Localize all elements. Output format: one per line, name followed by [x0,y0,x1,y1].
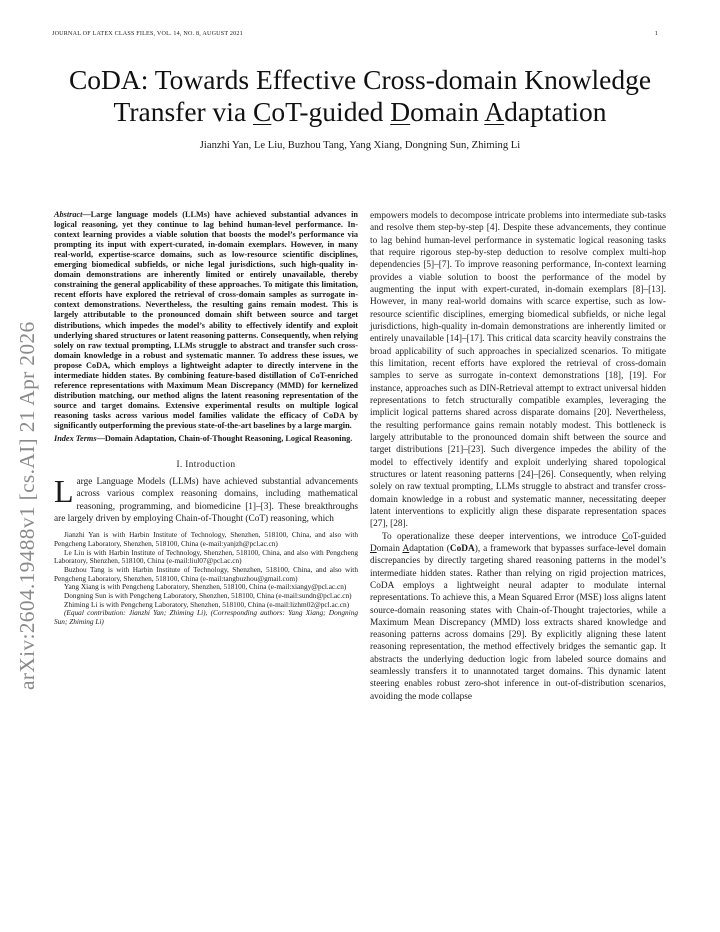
author-list: Jianzhi Yan, Le Liu, Buzhou Tang, Yang Xiang, Dongning Sun, Zhiming Li [199,140,521,151]
footnote: Le Liu is with Harbin Institute of Technology, Shenzhen, 518100, China, and also with Pengcheng Laboratory, Shenzhen, 518100, China (e-mail:liul07@pcl.ac.cn) [54,547,358,566]
body-paragraph-2: To operationalize these deeper interventions, we introduce CoT-guided Domain Adaptation (CoDA), a framework that bypasses surface-level domain discrepancies by directly targeting shared reasoning patterns in the model’s intermediate hidden states. Rather than relying on rigid projection matrices, CoDA employs a lightweight neural adapter to modulate internal representations. To achieve this, a Mean Squared Error (MSE) loss aligns latent source-domain reasoning states with Chain-of-Thought trajectories, while a Maximum Mean Discrepancy (MMD) loss extracts shared knowledge and reasoning patterns across domains [29]. By explicitly aligning these latent reasoning representation, the method effectively bridges the semantic gap. It abstracts the underlying deduction logic from labeled source domains and seamlessly transfers it to unannotated target domains. This dynamic latent steering enables robust zero-shot inference in out-of-distribution scenarios, avoiding the mode collapse [370,531,667,702]
arxiv-stamp: arXiv:2604.19488v1 [cs.AI] 21 Apr 2026 [15,321,39,690]
footnote: Jianzhi Yan is with Harbin Institute of Technology, Shenzhen, 518100, China, and also with Pengcheng Laboratory, Shenzhen, 518100, China (e-mail:yanjzh@pcl.ac.cn) [54,530,358,549]
section-heading-introduction: I. Introduction [176,459,236,470]
index-terms-text: —Domain Adaptation, Chain-of-Thought Reasoning, Logical Reasoning. [96,434,353,444]
body-paragraph-1: empowers models to decompose intricate problems into intermediate sub-tasks and resolve them step-by-step [4]. Despite these advancements, they continue to lag behind human-level performance in systematic logical reasoning tasks that require rigorous step-by-step deduction to resolve complex multi-hop dependencies [5]–[7]. To improve reasoning performance, In-context learning provides a viable solution to boost the performance of the model by augmenting the input with expert-curated, in-domain exemplars [8]–[13]. However, in many real-world domains with scarce expertise, such as low-resource scientific disciplines, emerging biomedical subfields, or niche legal jurisdictions, high-quality in-domain demonstrations are inherently limited or entirely unavailable [14]–[17]. This critical data scarcity heavily constrains the broad applicability of such approaches in specialized scenarios. To mitigate this limitation, recent efforts have explored the retrieval of cross-domain samples to serve as surrogate in-context demonstrations [18], [19]. For instance, approaches such as DIN-Retrieval attempt to extract universal hidden representations to fetch structurally compatible examples, leveraging the implicit logical patterns shared across disparate domains [20]. Nevertheless, the resulting performance gains remain notably modest. This bottleneck is largely attributable to the pronounced domain shift between the source and target distributions [21]–[23]. Such divergence impedes the ability of the model to effectively identify and exploit underlying shared topological structures or latent reasoning patterns [24]–[26]. Consequently, when relying solely on raw textual prompting, LLMs struggle to abstract and transfer cross-domain knowledge in a robust and systematic manner, necessitating deeper latent interventions to explicitly align these disparate representation spaces [27], [28]. [370,211,666,530]
index-terms-label: Index Terms [54,434,97,444]
footnote-contribution: (Equal contribution: Jianzhi Yan; Zhiming Li), (Corresponding authors: Yang Xiang; Dongning Sun; Zhiming Li) [54,608,358,626]
abstract-text: —Large language models (LLMs) have achieved substantial advances in logical reasoning, yet they continue to lag behind human-level performance. In-context learning provides a viable solution that boosts the model’s performance via prompting its input with expert-curated, in-domain exemplars. However, in many real-world, expertise-scarce domains, such as low-resource scientific disciplines, emerging biomedical subfields, or niche legal jurisdictions, such high-quality in-domain demonstrations are inherently limited or entirely unavailable, thereby constraining the general applicability of these approaches. To mitigate this limitation, recent efforts have explored the retrieval of cross-domain samples as surrogate in-context demonstrations. Nevertheless, the resulting gains remain modest. This is largely attributable to the pronounced domain shift between source and target distributions, which impedes the model’s ability to effectively identify and exploit underlying shared structures or latent reasoning patterns. Consequently, when relying solely on raw textual prompting, LLMs struggle to abstract and transfer such cross-domain knowledge in a robust and systematic manner. To address these issues, we propose CoDA, which employs a lightweight adapter to directly intervene in the intermediate hidden states. By combining feature-based distillation of CoT-enriched reference representations with Maximum Mean Discrepancy (MMD) for kernelized distribution matching, our method aligns the latent reasoning representation of the source and target domains. Extensive experimental results on multiple logical reasoning tasks across various model families validate the efficacy of CoDA by significantly outperforming the previous state-of-the-art baselines by a large margin. [54,210,358,430]
abstract [54,210,358,431]
method-name: CoDA [449,543,475,554]
drop-cap: L [54,473,74,510]
title-line-2: Transfer via CoT-guided Domain Adaptation [113,95,607,127]
footnote: Dongning Sun is with Pengcheng Laboratory, Shenzhen, 518100, China (e-mail:sundn@pcl.ac.cn) [64,590,352,600]
footnote: Yang Xiang is with Pengcheng Laboratory, Shenzhen, 518100, China (e-mail:xiangy@pcl.ac.cn) [64,582,347,592]
index-terms [54,434,358,444]
intro-paragraph [54,473,358,525]
left-column [54,210,358,627]
paper-title [40,64,680,127]
footnote: Buzhou Tang is with Harbin Institute of Technology, Shenzhen, 518100, China, and also with Pengcheng Laboratory, Shenzhen, 518100, China (e-mail:tangbuzhou@gmail.com) [54,564,358,583]
page-number: 1 [654,31,658,37]
right-column [370,210,666,703]
abstract-label: Abstract [54,210,83,219]
intro-text: arge Language Models (LLMs) have achieved substantial advancements across various complex reasoning domains, including mathematical reasoning, programming, and biomedicine [1]–[3]. These breakthroughs are largely driven by employing Chain-of-Thought (CoT) reasoning, which [54,477,358,525]
running-header [52,31,658,37]
journal-header: JOURNAL OF LATEX CLASS FILES, VOL. 14, NO. 8, AUGUST 2021 [52,31,243,37]
footnote: Zhiming Li is with Pengcheng Laboratory, Shenzhen, 518100, China (e-mail:lizhm02@pcl.ac.cn) [64,599,350,609]
title-line-1: CoDA: Towards Effective Cross-domain Knowledge [68,64,652,95]
